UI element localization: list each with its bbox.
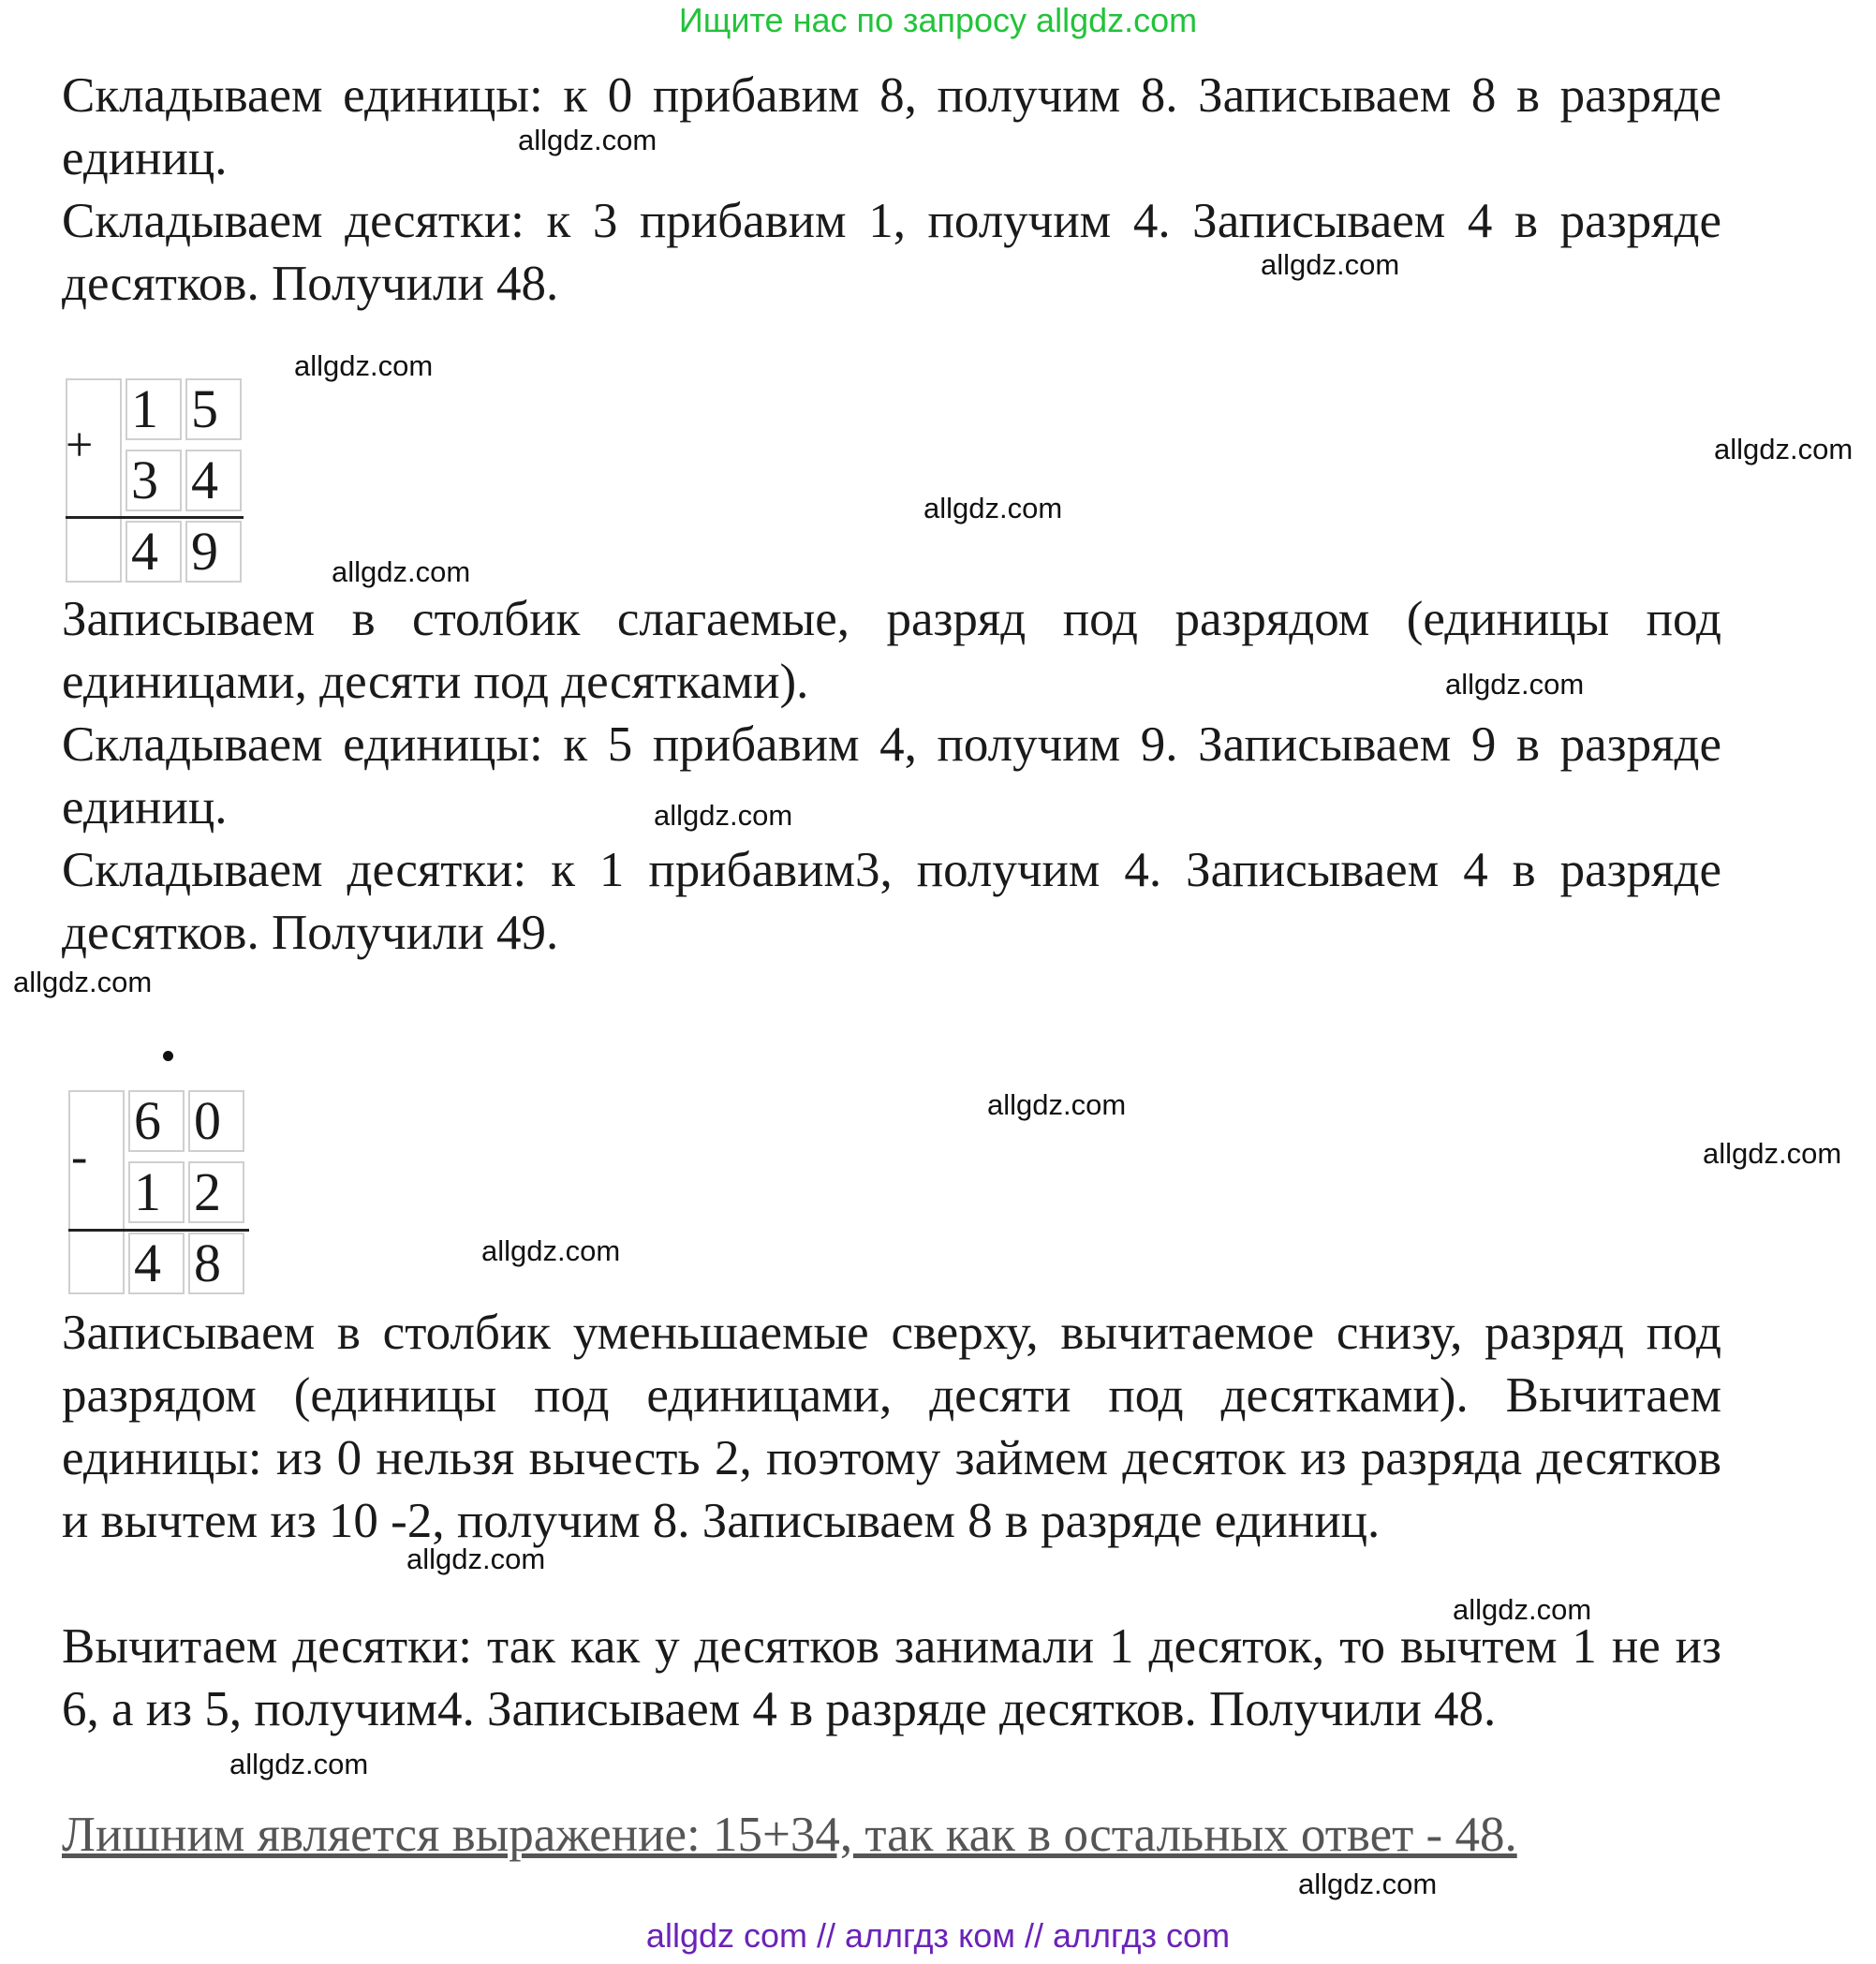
subtraction-digit: 0 (188, 1090, 244, 1152)
paragraph-tens-subtraction: Вычитаем десятки: так как у десятков занимали 1 десяток, то вычтем 1 не из 6, а из 5, получим4. Записываем 4 в разряде десятков. Получили 48. (62, 1619, 1721, 1736)
borrow-dot (163, 1051, 173, 1061)
paragraph-column-setup-addition: Записываем в столбик слагаемые, разряд под разрядом (единицы под единицами, десяти под десятками). (62, 592, 1721, 709)
watermark: allgdz.com (923, 492, 1063, 524)
conclusion-answer: Лишним является выражение: 15+34, так как в остальных ответ - 48. (62, 1808, 1517, 1862)
addition-digit: 5 (185, 378, 242, 440)
addition-result-digit: 4 (126, 521, 182, 583)
watermark: allgdz.com (13, 966, 153, 998)
addition-sign-column (66, 378, 122, 583)
watermark: allgdz.com (1703, 1137, 1842, 1170)
subtraction-sign-column (68, 1090, 125, 1294)
addition-digit: 1 (126, 378, 182, 440)
watermark: allgdz.com (1298, 1868, 1438, 1900)
paragraph-tens-addition-2: Складываем десятки: к 1 прибавим3, получим 4. Записываем 4 в разряде десятков. Получили 49. (62, 843, 1721, 960)
watermark: allgdz.com (1453, 1593, 1592, 1626)
watermark: allgdz.com (1714, 433, 1854, 465)
watermark: allgdz.com (654, 799, 793, 832)
watermark: allgdz.com (518, 124, 657, 156)
addition-digit: 4 (185, 450, 242, 511)
watermark: allgdz.com (987, 1088, 1127, 1121)
watermark: allgdz.com (294, 349, 434, 382)
subtraction-digit: 2 (188, 1161, 244, 1223)
addition-digit: 3 (126, 450, 182, 511)
addition-sum-line (66, 516, 244, 519)
watermark: allgdz.com (229, 1748, 369, 1780)
subtraction-result-digit: 8 (188, 1233, 244, 1294)
plus-sign: + (66, 419, 94, 472)
watermark: allgdz.com (1261, 248, 1400, 281)
subtraction-digit: 1 (128, 1161, 185, 1223)
site-banner[interactable]: Ищите нас по запросу allgdz.com (678, 1, 1198, 39)
watermark: allgdz.com (1445, 668, 1585, 701)
subtraction-result-line (68, 1229, 249, 1232)
addition-result-digit: 9 (185, 521, 242, 583)
watermark: allgdz.com (481, 1234, 621, 1267)
watermark: allgdz.com (332, 555, 471, 588)
paragraph-ones-addition-1: Складываем единицы: к 0 прибавим 8, получим 8. Записываем 8 в разряде единиц. (62, 68, 1721, 185)
paragraph-subtraction-explanation: Записываем в столбик уменьшаемые сверху, вычитаемое снизу, разряд под разрядом (единицы под единицами, десяти под десятками). Вычитаем единицы: из 0 нельзя вычесть 2, поэтому займем десяток из разряда десятков и вычтем из 10 -2, получим 8. Записываем 8 в разряде единиц. (62, 1306, 1721, 1548)
watermark: allgdz.com (406, 1543, 546, 1575)
footer-links[interactable]: allgdz com // аллгдз ком // аллгдз com (645, 1916, 1231, 1955)
subtraction-digit: 6 (128, 1090, 185, 1152)
paragraph-ones-addition-2: Складываем единицы: к 5 прибавим 4, получим 9. Записываем 9 в разряде единиц. (62, 717, 1721, 834)
paragraph-tens-addition-1: Складываем десятки: к 3 прибавим 1, получим 4. Записываем 4 в разряде десятков. Получили 48. (62, 194, 1721, 311)
minus-sign: - (71, 1130, 88, 1184)
subtraction-result-digit: 4 (128, 1233, 185, 1294)
